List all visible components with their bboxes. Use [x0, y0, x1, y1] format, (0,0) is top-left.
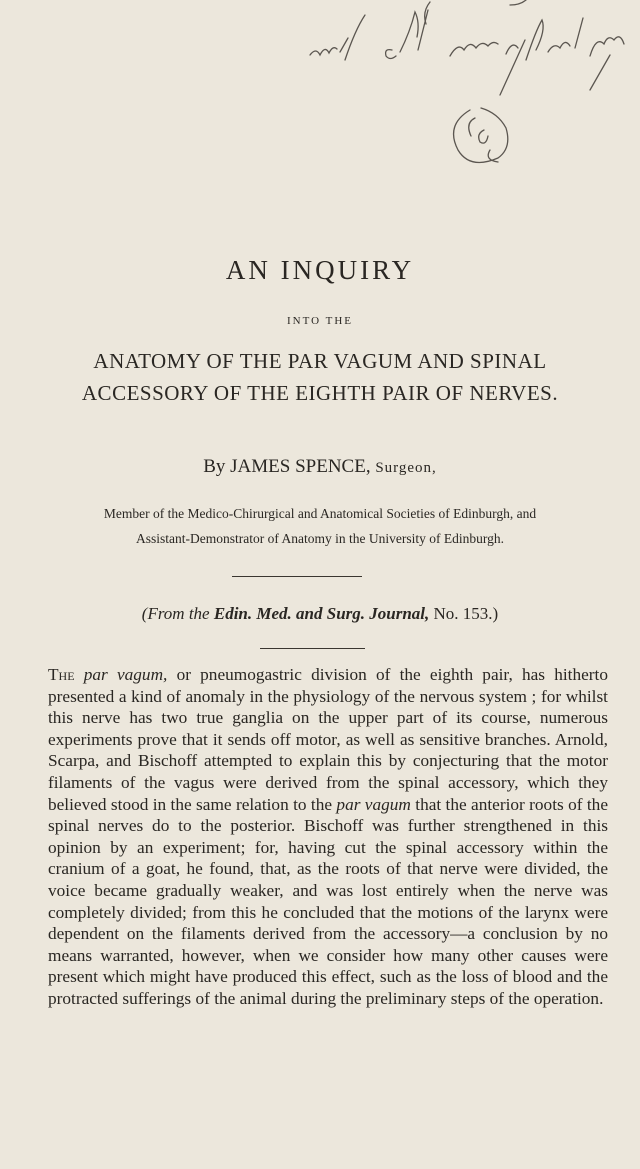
source-from: (From the [141, 604, 210, 623]
divider-rule-top [232, 576, 362, 577]
author-role: Surgeon, [375, 460, 437, 476]
author-membership-line-1: Member of the Medico-Chirurgical and Anatomical Societies of Edinburgh, and [103, 506, 537, 521]
source-journal: Edin. Med. and Surg. Journal, [213, 604, 430, 623]
source-number: No. 153.) [433, 604, 499, 623]
handwritten-inscription [300, 0, 640, 190]
body-text-part-2: that the anterior roots of the spinal nerves do to the posterior. Bischoff was further strengthened in this opinion by an experiment; for, having cut the spinal accessory within the cranium of a goat, he found, that, as the roots of that nerve were divided, the voice became gradually weaker, and was lost entirely when the nerve was completely divided; from this he concluded that the motions of the larynx were dependent on the filaments derived from the accessory—a conclusion by no means warranted, however, when we consider how many other causes were present which might have produced this effect, such as the loss of blood and the protracted sufferings of the animal during the preliminary steps of the operation. [48, 794, 608, 1008]
author-name: JAMES SPENCE, [230, 456, 371, 477]
body-text-part-1: or pneumogastric division of the eighth pair, has hitherto presented a kind of anomaly in the physiology of the nervous system ; for whilst this nerve has two true ganglia on the upper part of its course, numerous experiments prove that it sends off motor, as well as sensitive branches. Arnold, Scarpa, and Bischoff attempted to explain this by conjecturing that the motor filaments of the vagus were derived from the spinal accessory, which they believed stood in the same relation to the [48, 665, 608, 814]
body-paragraph [48, 664, 608, 1010]
author-membership-line-2: Assistant-Demonstrator of Anatomy in the University of Edinburgh. [136, 531, 504, 546]
by-label: By [203, 456, 226, 477]
title-connector: INTO THE [286, 315, 353, 327]
heading-line-1: ANATOMY OF THE PAR VAGUM AND SPINAL [93, 349, 547, 373]
author-byline [0, 456, 640, 478]
lead-word: The [48, 665, 75, 684]
document-title: AN INQUIRY [225, 255, 415, 285]
heading-line-2: ACCESSORY OF THE EIGHTH PAIR OF NERVES. [81, 381, 559, 405]
divider-rule-bottom [260, 648, 365, 649]
term-par-vagum: par vagum, [83, 665, 168, 684]
term-par-vagum-2: par vagum [336, 794, 411, 814]
source-citation [0, 604, 640, 624]
